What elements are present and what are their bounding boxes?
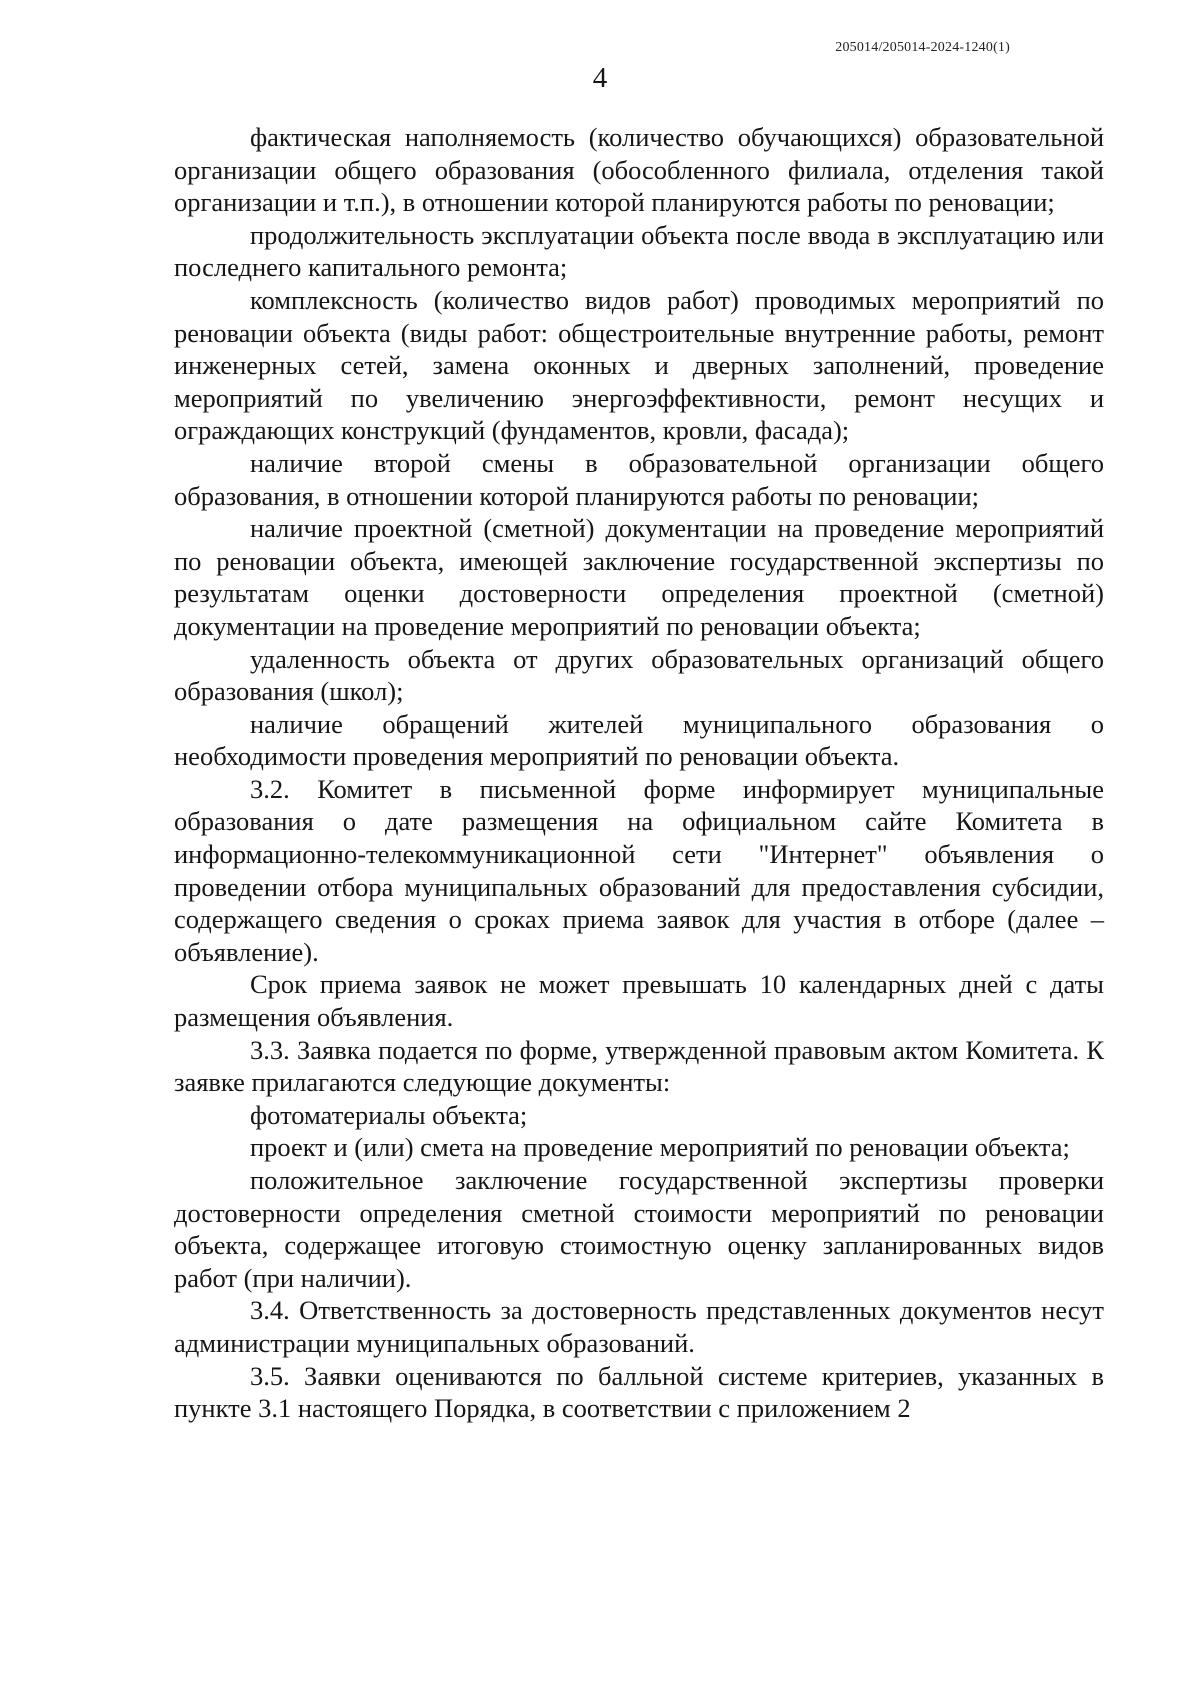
paragraph-section-3-5: 3.5. Заявки оцениваются по балльной системе критериев, указанных в пункте 3.1 настоящего Порядка, в соответствии с приложением 2	[174, 1360, 1104, 1424]
paragraph-section-3-4: 3.4. Ответственность за достоверность представленных документов несут администрации муниципальных образований.	[174, 1295, 1104, 1358]
paragraph-criterion-second-shift: наличие второй смены в образовательной организации общего образования, в отношении которой планируются работы по реновации;	[174, 447, 1104, 511]
paragraph-document-project-estimate: проект и (или) смета на проведение мероприятий по реновации объекта;	[250, 1132, 1070, 1163]
paragraph-criterion-resident-appeals: наличие обращений жителей муниципального образования о необходимости проведения мероприятий по реновации объекта.	[174, 708, 1104, 772]
document-body	[174, 121, 1104, 1425]
paragraph-criterion-complexity: комплексность (количество видов работ) проводимых мероприятий по реновации объекта (виды работ: общестроительные внутренние работы, ремонт инженерных сетей, замена оконных и дверных заполнений, проведение мероприятий по увеличению энергоэффективности, ремонт несущих и ограждающих конструкций (фундаментов, кровли, фасада);	[174, 284, 1104, 446]
document-code: 205014/205014-2024-1240(1)	[835, 40, 1010, 55]
paragraph-criterion-operation-duration: продолжительность эксплуатации объекта после ввода в эксплуатацию или последнего капитального ремонта;	[174, 219, 1104, 283]
paragraph-criterion-remoteness: удаленность объекта от других образовательных организаций общего образования (школ);	[174, 643, 1104, 707]
paragraph-criterion-occupancy: фактическая наполняемость (количество обучающихся) образовательной организации общего образования (обособленного филиала, отделения такой организации и т.п.), в отношении которой планируются работы по реновации;	[174, 122, 1104, 218]
paragraph-section-3-3: 3.3. Заявка подается по форме, утвержденной правовым актом Комитета. К заявке прилагаются следующие документы:	[174, 1034, 1104, 1098]
paragraph-document-photos: фотоматериалы объекта;	[250, 1099, 528, 1130]
paragraph-criterion-project-documentation: наличие проектной (сметной) документации на проведение мероприятий по реновации объекта, имеющей заключение государственной экспертизы по результатам оценки достоверности определения проектной (сметной) документации на проведение мероприятий по реновации объекта;	[174, 513, 1104, 641]
paragraph-application-deadline: Срок приема заявок не может превышать 10 календарных дней с даты размещения объявления.	[174, 969, 1104, 1033]
paragraph-section-3-2: 3.2. Комитет в письменной форме информирует муниципальные образования о дате размещения на официальном сайте Комитета в информационно-телекоммуникационной сети "Интернет" объявления о проведении отбора муниципальных образований для предоставления субсидии, содержащего сведения о сроках приема заявок для участия в отборе (далее – объявление).	[174, 773, 1104, 967]
paragraph-document-expert-conclusion: положительное заключение государственной экспертизы проверки достоверности определения сметной стоимости мероприятий по реновации объекта, содержащее итоговую стоимостную оценку запланированных видов работ (при наличии).	[174, 1165, 1104, 1293]
page-number: 4	[592, 62, 608, 94]
